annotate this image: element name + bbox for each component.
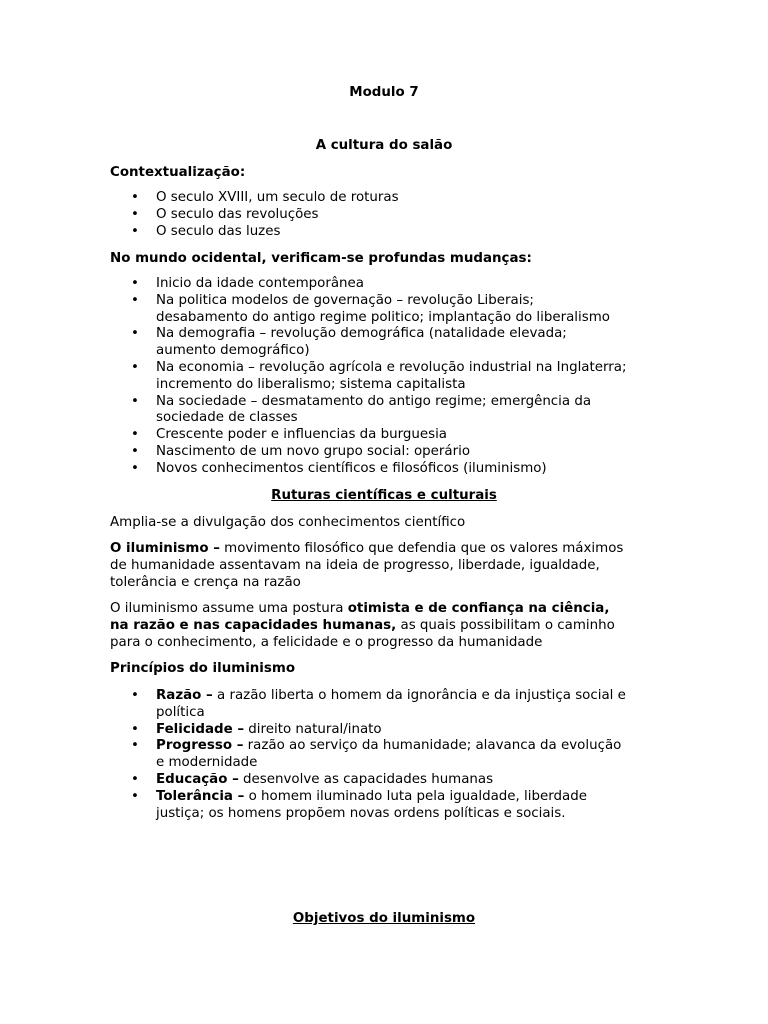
postura-paragraph [110, 601, 670, 651]
list-item [110, 276, 670, 293]
list-item-text: política [156, 704, 205, 720]
list-item-text: Na sociedade – desmatamento do antigo regime; emergência da [156, 393, 592, 409]
list-item-text: Na demografia – revolução demográfica (natalidade elevada; [156, 326, 567, 342]
list-item [110, 360, 670, 394]
contexto-list [110, 190, 670, 240]
paragraph-text: movimento filosófico que defendia que os valores máximos [219, 541, 624, 556]
list-item [110, 789, 670, 823]
paragraph-text: as quais possibilitam o caminho [396, 617, 615, 633]
principle-term: Educação – [156, 771, 239, 787]
list-item [110, 394, 670, 428]
paragraph-bold: otimista e de confiança na ciência, [347, 601, 610, 616]
list-item: • O seculo das revoluções [110, 207, 670, 224]
list-item-text: Na politica modelos de governação – revolução Liberais; [156, 292, 534, 308]
list-item [110, 688, 670, 722]
paragraph-text: de humanidade assentavam na ideia de progresso, liberdade, igualdade, [110, 557, 600, 573]
list-item-text: Crescente poder e influencias da burguesia [156, 427, 448, 443]
principle-term: Progresso – [156, 738, 244, 754]
list-item-text: direito natural/inato [244, 721, 382, 737]
list-item [110, 461, 670, 478]
mundo-list [110, 276, 670, 478]
list-item [110, 427, 670, 444]
list-item-text: sociedade de classes [156, 410, 298, 426]
paragraph-text: tolerância e crença na razão [110, 574, 301, 590]
list-item-text: Inicio da idade contemporânea [156, 276, 364, 291]
list-item-text: a razão liberta o homem da ignorância e da injustiça social e [212, 688, 626, 703]
list-item [110, 738, 670, 772]
principios-heading: Princípios do iluminismo [110, 661, 296, 676]
list-item [110, 722, 670, 739]
list-item [110, 772, 670, 789]
list-item-text: desabamento do antigo regime politico; implantação do liberalismo [156, 309, 610, 325]
page-title: Modulo 7 [349, 85, 419, 100]
paragraph-text: O iluminismo assume uma postura [110, 601, 348, 616]
ruturas-heading: Ruturas científicas e culturais [271, 488, 497, 503]
list-item [110, 444, 670, 461]
list-item: • O seculo XVIII, um seculo de roturas [110, 190, 670, 207]
list-item-text: Novos conhecimentos científicos e filosóficos (iluminismo) [156, 460, 547, 476]
page-subtitle: A cultura do salão [315, 138, 453, 153]
principios-list [110, 688, 670, 822]
iluminismo-term: O iluminismo – [110, 541, 220, 556]
paragraph-text: para o conhecimento, a felicidade e o progresso da humanidade [110, 634, 543, 650]
objetivos-heading: Objetivos do iluminismo [292, 911, 476, 926]
list-item-text: e modernidade [156, 755, 258, 771]
list-item [110, 293, 670, 327]
list-item-text: Nascimento de um novo grupo social: operário [156, 443, 471, 459]
list-item-text: justiça; os homens propõem novas ordens políticas e sociais. [156, 805, 566, 821]
list-item [110, 326, 670, 360]
iluminismo-paragraph [110, 541, 670, 591]
principle-term: Felicidade – [156, 721, 245, 737]
paragraph-bold: na razão e nas capacidades humanas, [110, 617, 397, 633]
contexto-heading: Contextualização: [110, 165, 246, 180]
list-item-text: incremento do liberalismo; sistema capitalista [156, 376, 466, 392]
principle-term: Tolerância – [156, 788, 245, 804]
list-item-text: aumento demográfico) [156, 343, 310, 359]
ruturas-intro: Amplia-se a divulgação dos conhecimentos científico [110, 515, 466, 530]
list-item-text: Na economia – revolução agrícola e revolução industrial na Inglaterra; [156, 359, 627, 375]
list-item-text: razão ao serviço da humanidade; alavanca da evolução [243, 738, 622, 754]
principle-term: Razão – [156, 688, 213, 703]
list-item-text: o homem iluminado luta pela igualdade, liberdade [244, 788, 587, 804]
mundo-heading: No mundo ocidental, verificam-se profundas mudanças: [110, 251, 532, 266]
list-item: • O seculo das luzes [110, 224, 670, 241]
list-item-text: desenvolve as capacidades humanas [238, 771, 494, 787]
